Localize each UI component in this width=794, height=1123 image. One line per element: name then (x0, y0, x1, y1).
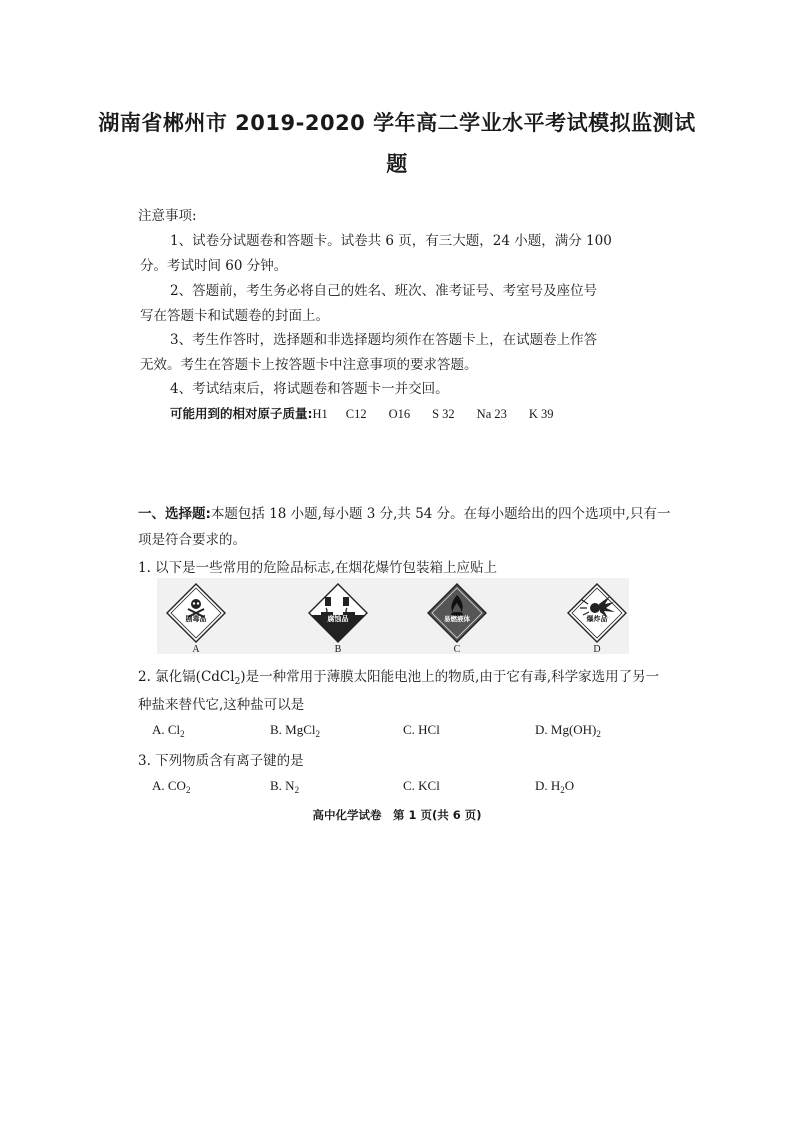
q2-stem-line2: 种盐来替代它,这种盐可以是 (138, 697, 305, 713)
q2-option-d (535, 722, 601, 739)
q2-option-b (270, 722, 320, 739)
q3-option-d-main: D. H (535, 778, 561, 793)
q1-stem: 1. 以下是一些常用的危险品标志,在烟花爆竹包装箱上应贴上 (138, 560, 497, 576)
q2-option-a-main: A. Cl (152, 722, 181, 737)
q2-option-d-sub: 2 (596, 729, 601, 739)
sign-c-text: 易燃液体 (444, 615, 470, 623)
sign-c-letter: C (453, 644, 461, 655)
q2-option-c-main: C. HCl (403, 722, 440, 737)
notice-item1-line1: 1、试卷分试题卷和答题卡。试卷共 6 页，有三大题，24 小题，满分 100 (170, 233, 612, 249)
q2-option-b-sub: 2 (315, 729, 321, 739)
sign-d-text: 爆炸品 (586, 615, 608, 623)
corrosive-sign-icon (307, 582, 369, 644)
sign-a-text: 剧毒品 (185, 615, 207, 623)
section1-heading: 一、选择题: (138, 506, 211, 522)
sign-b-letter: B (334, 644, 342, 655)
q3-option-c (403, 778, 440, 794)
q3-option-a-sub: 2 (185, 785, 191, 795)
sign-a-letter: A (192, 644, 200, 655)
notice-item3-line1: 3、考生作答时，选择题和非选择题均须作在答题卡上，在试题卷上作答 (170, 332, 598, 348)
q2-stem-part2: )是一种常用于薄膜太阳能电池上的物质,由于它有毒,科学家选用了另一 (240, 669, 660, 685)
explosive-sign-icon (566, 582, 628, 644)
notice-item2-line1: 2、答题前，考生务必将自己的姓名、班次、准考证号、考室号及座位号 (170, 283, 598, 299)
q2-option-b-main: B. MgCl (270, 722, 316, 737)
notice-heading: 注意事项: (138, 208, 197, 224)
q2-option-c (403, 722, 440, 738)
q3-option-d (535, 778, 574, 795)
q3-option-b-main: B. N (270, 778, 295, 793)
page-title-line2: 题 (386, 152, 408, 176)
atomic-mass-s: S 32 (432, 407, 455, 421)
q2-option-d-main: D. Mg(OH) (535, 722, 597, 737)
notice-item1-line2: 分。考试时间 60 分钟。 (140, 258, 288, 274)
q3-stem: 3. 下列物质含有离子键的是 (138, 753, 304, 769)
q3-option-a (152, 778, 190, 795)
notice-item3-line2: 无效。考生在答题卡上按答题卡中注意事项的要求答题。 (140, 357, 478, 373)
q2-stem-line1 (138, 665, 659, 687)
hazard-sign-strip (157, 578, 629, 654)
q2-option-a (152, 722, 185, 739)
q3-option-d-tail: O (564, 778, 575, 793)
atomic-mass-k: K 39 (528, 407, 554, 421)
page-title-line1: 湖南省郴州市 2019-2020 学年高二学业水平考试模拟监测试 (98, 111, 696, 135)
atomic-mass-c: C12 (345, 407, 367, 421)
sign-b-text: 腐蚀品 (327, 615, 349, 623)
section1-intro-line1 (138, 502, 670, 522)
q2-stem-sub: 2 (234, 677, 241, 687)
atomic-mass-h: H1 (312, 407, 328, 421)
page-footer: 高中化学试卷 第 1 页(共 6 页) (312, 808, 482, 822)
q3-option-c-main: C. KCl (403, 778, 440, 793)
toxic-sign-icon (165, 582, 227, 644)
sign-d-letter: D (593, 644, 601, 655)
atomic-mass-o: O16 (388, 407, 411, 421)
q3-option-b (270, 778, 299, 795)
section1-intro-line2: 项是符合要求的。 (138, 532, 246, 548)
atomic-mass-line (170, 408, 554, 421)
flammable-liquid-sign-icon (426, 582, 488, 644)
q2-stem-part1: 2. 氯化镉(CdCl (138, 669, 235, 685)
q3-option-a-main: A. CO (152, 778, 186, 793)
notice-item4: 4、考试结束后，将试题卷和答题卡一并交回。 (170, 381, 449, 397)
atomic-mass-label: 可能用到的相对原子质量: (170, 406, 313, 421)
section1-intro-text: 本题包括 18 小题,每小题 3 分,共 54 分。在每小题给出的四个选项中,只有一 (210, 506, 671, 522)
atomic-mass-na: Na 23 (476, 407, 507, 421)
q2-option-a-sub: 2 (180, 729, 185, 739)
q3-option-b-sub: 2 (294, 785, 300, 795)
q3-option-d-sub: 2 (560, 785, 565, 795)
notice-item2-line2: 写在答题卡和试题卷的封面上。 (140, 308, 329, 324)
